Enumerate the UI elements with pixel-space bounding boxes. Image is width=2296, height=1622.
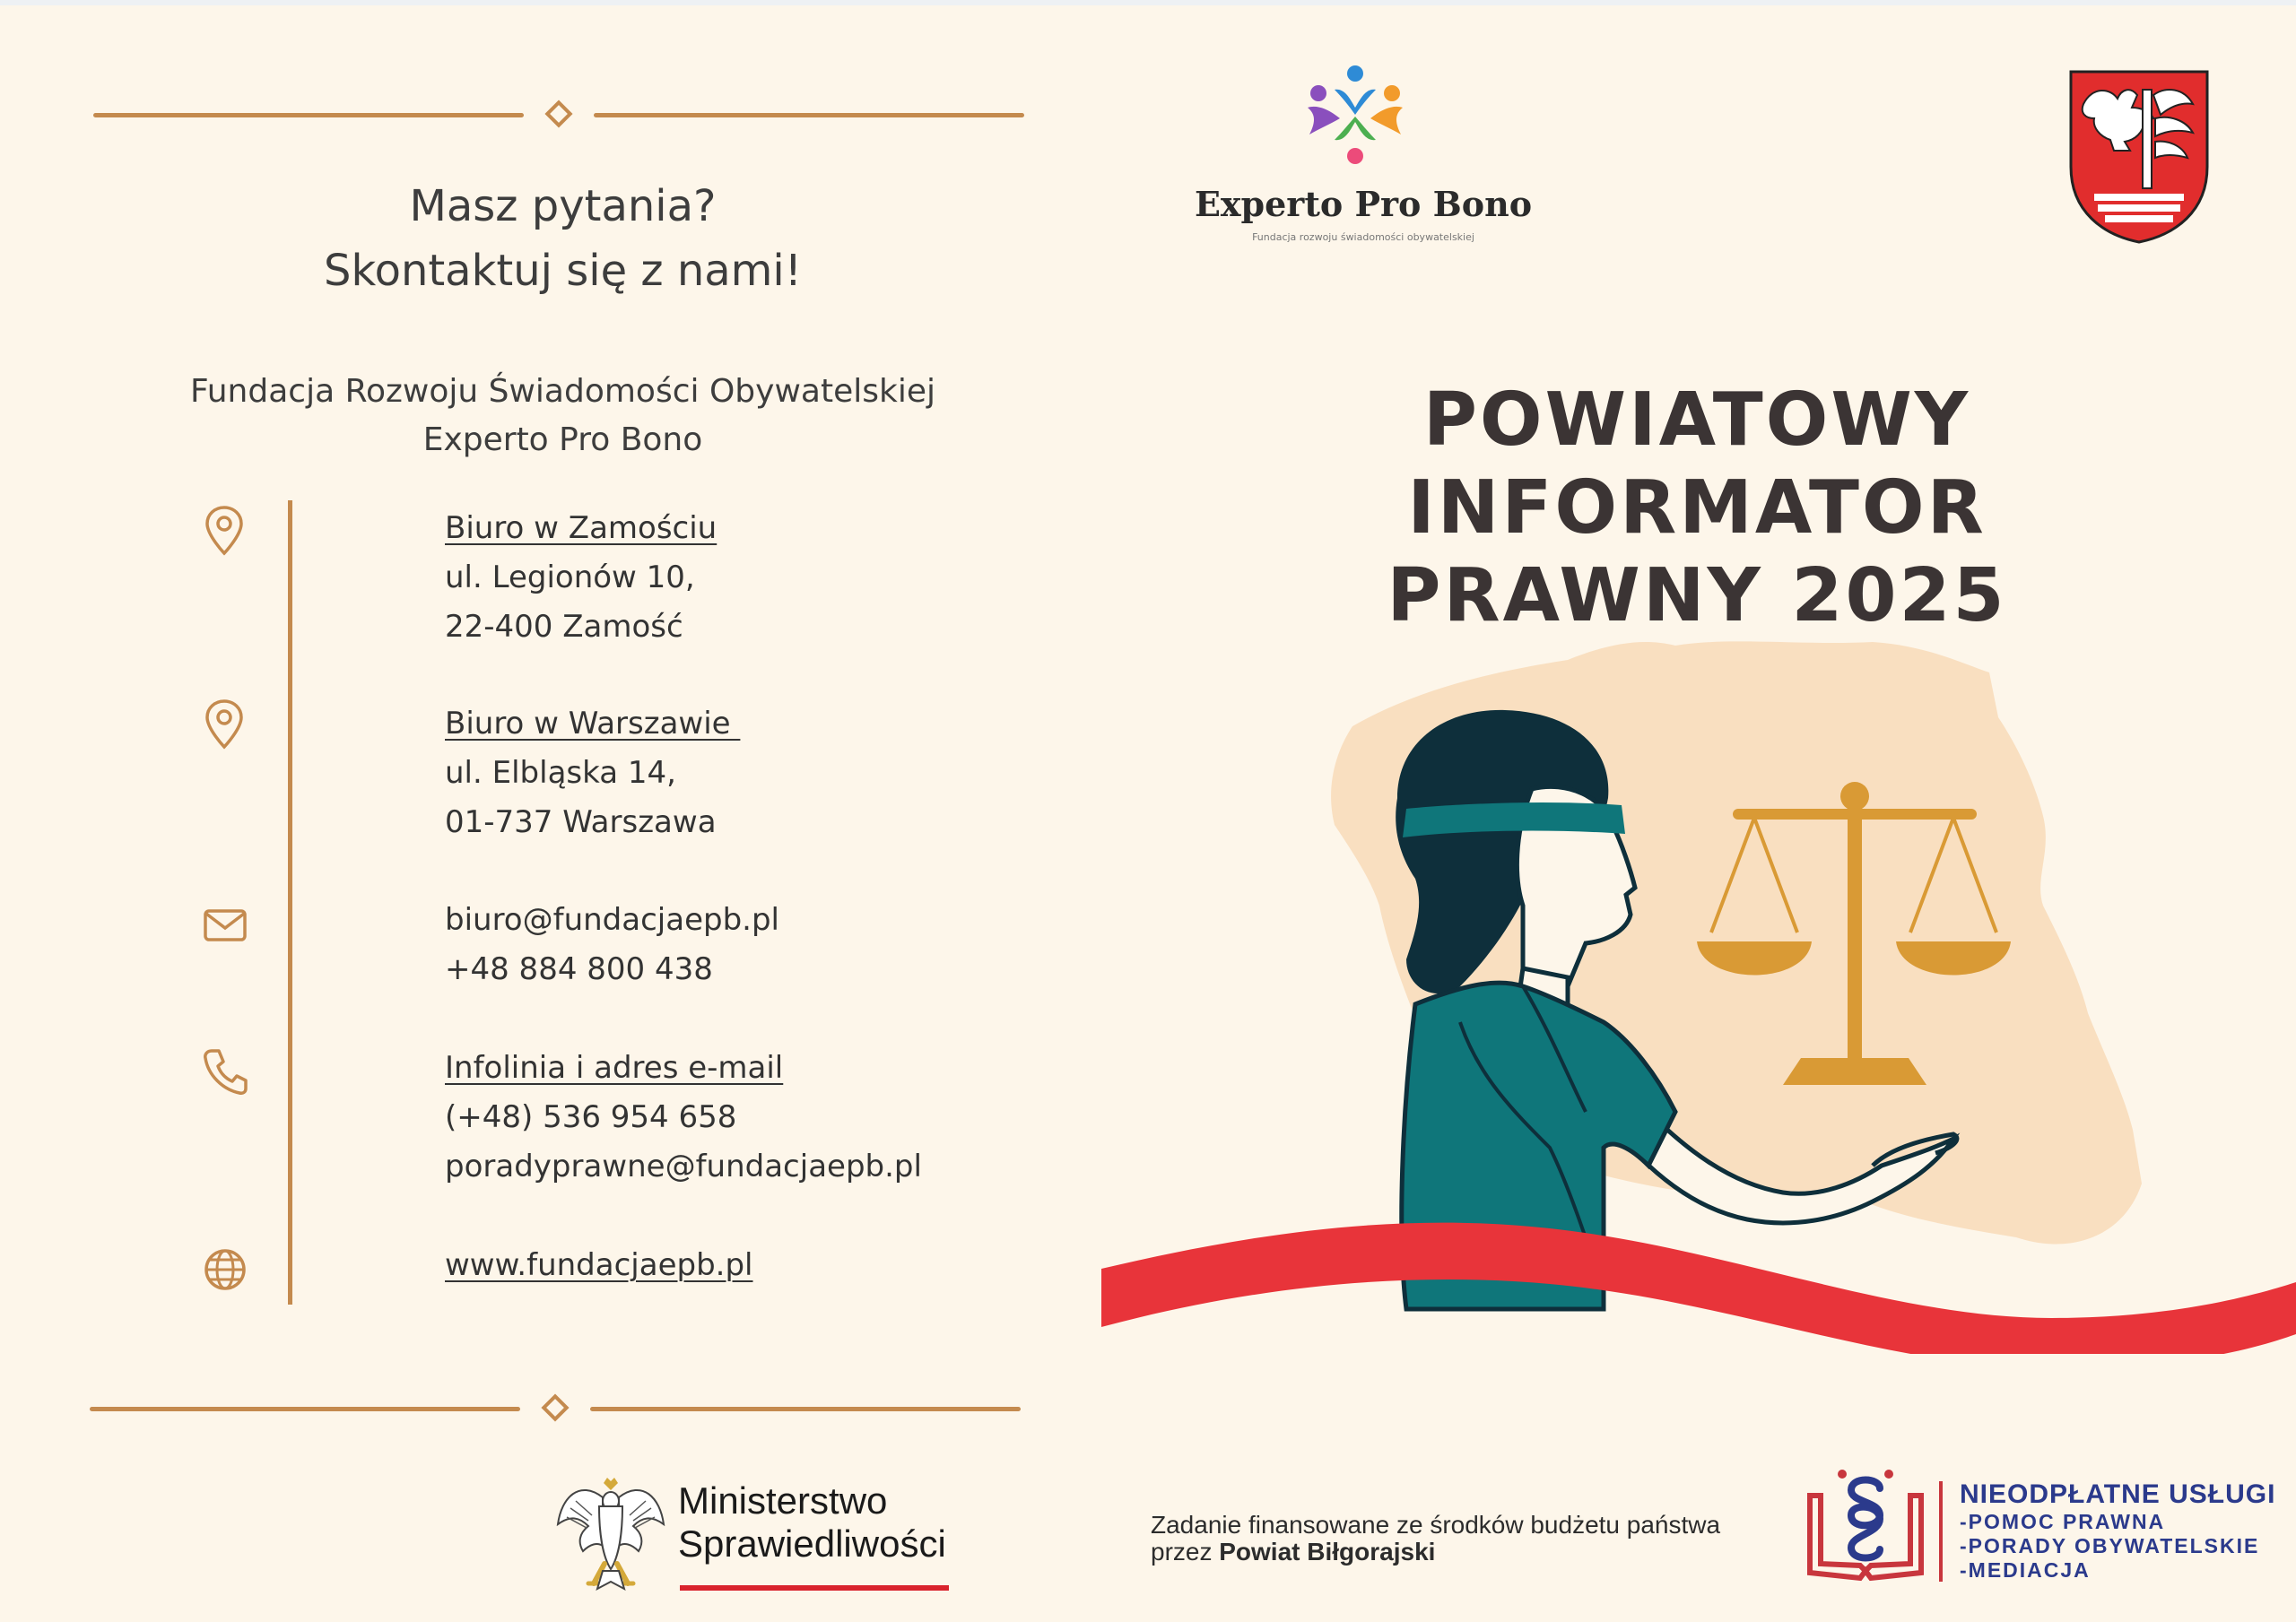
financing-line-2 xyxy=(1151,1539,1720,1566)
question-heading xyxy=(0,174,1126,303)
org-line-1: Fundacja Rozwoju Świadomości Obywatelskiej xyxy=(190,373,935,410)
services-divider xyxy=(1939,1481,1943,1582)
service-mediation: -MEDIACJA xyxy=(1960,1558,2091,1582)
office-zamosc-title: Biuro w Zamościu xyxy=(445,510,718,546)
top-ornament-divider xyxy=(93,101,1024,128)
ministry-flag-line xyxy=(680,1585,949,1591)
free-services-logo xyxy=(1960,1479,2275,1583)
hotline-phone[interactable]: (+48) 536 954 658 xyxy=(445,1099,737,1135)
org-line-2: Experto Pro Bono xyxy=(422,421,703,458)
red-ribbon xyxy=(1101,1223,2296,1354)
hotline-title: Infolinia i adres e-mail xyxy=(445,1050,784,1086)
service-legal-aid: -POMOC PRAWNA xyxy=(1960,1510,2166,1533)
phone-number[interactable]: +48 884 800 438 xyxy=(445,951,713,987)
financing-note xyxy=(1151,1512,1720,1566)
office-warszawa-city: 01-737 Warszawa xyxy=(445,804,717,840)
polish-eagle-emblem xyxy=(552,1470,669,1596)
phone-icon xyxy=(203,1047,248,1096)
office-zamosc xyxy=(445,504,717,652)
title-line-1: POWIATOWY INFORMATOR xyxy=(1407,377,1987,551)
office-warszawa xyxy=(445,699,740,847)
experto-logo-name: Experto Pro Bono xyxy=(1194,184,1533,224)
ministry-line-2: Sprawiedliwości xyxy=(678,1522,946,1565)
services-heading: NIEODPŁATNE USŁUGI xyxy=(1960,1479,2276,1509)
experto-logo-subtitle: Fundacja rozwoju świadomości obywatelskiej xyxy=(1252,231,1474,243)
organization-name xyxy=(0,368,1126,464)
office-warszawa-street: ul. Elbląska 14, xyxy=(445,755,676,791)
ministry-line-1: Ministerstwo xyxy=(678,1479,888,1522)
financing-prefix: przez xyxy=(1151,1538,1220,1566)
location-pin-icon xyxy=(203,504,246,558)
office-warszawa-title: Biuro w Warszawie xyxy=(445,706,741,742)
ministry-name xyxy=(678,1479,946,1566)
service-civic-advice: -PORADY OBYWATELSKIE xyxy=(1960,1534,2260,1557)
office-zamosc-city: 22-400 Zamość xyxy=(445,609,683,645)
envelope-icon xyxy=(203,907,248,943)
financing-county: Powiat Biłgorajski xyxy=(1219,1538,1436,1566)
office-zamosc-street: ul. Legionów 10, xyxy=(445,559,695,595)
email-contact xyxy=(445,896,779,994)
hotline-contact xyxy=(445,1044,922,1192)
website-contact xyxy=(445,1241,753,1290)
financing-line-1: Zadanie finansowane ze środków budżetu państwa xyxy=(1151,1511,1721,1539)
question-line-2: Skontaktuj się z nami! xyxy=(324,246,802,296)
lady-justice-illustration xyxy=(1101,610,2296,1354)
website-link[interactable]: www.fundacjaepb.pl xyxy=(445,1247,753,1283)
county-coat-of-arms xyxy=(2067,68,2211,244)
contact-vertical-rule xyxy=(288,500,292,1305)
email-address[interactable]: biuro@fundacjaepb.pl xyxy=(445,902,779,938)
globe-icon xyxy=(203,1247,248,1292)
experto-pro-bono-people-icon xyxy=(1299,65,1412,165)
title-line-2: PRAWNY 2025 xyxy=(1387,553,2007,638)
hotline-email[interactable]: poradyprawne@fundacjaepb.pl xyxy=(445,1149,922,1184)
top-edge xyxy=(0,0,2296,5)
question-line-1: Masz pytania? xyxy=(409,181,717,231)
location-pin-icon xyxy=(203,698,246,751)
paragraph-book-icon xyxy=(1805,1463,1926,1589)
document-title xyxy=(1123,377,2271,640)
